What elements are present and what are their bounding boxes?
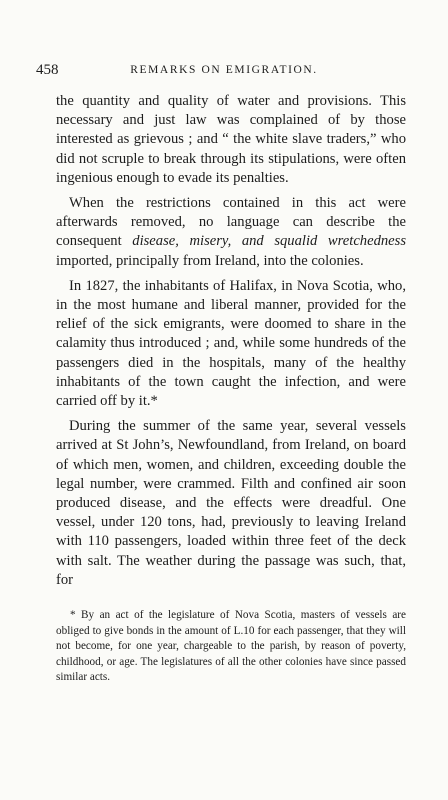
page-number: 458 [36,62,59,78]
body-text [56,92,406,596]
footnote [56,608,406,686]
paragraph-text: When the restrictions contained in this act were afterwards removed, no language can describe the consequent [56,195,406,250]
paragraph [56,194,406,271]
paragraph: the quantity and quality of water and provisions. This necessary and just law was complained of by those interested as grievous ; and “ the white slave traders,” who did not scruple to break through its stipulations, were often ingenious enough to evade its penalties. [56,93,406,186]
paragraph: During the summer of the same year, several vessels arrived at St John’s, Newfoundland, from Ireland, on board of which men, women, and children, exceeding double the legal number, were crammed. Filth and confined air soon produced disease, and the effects were dreadful. One vessel, under 120 tons, had, previously to leaving Ireland with 110 passengers, loaded within three feet of the deck with salt. The weather during the passage was such, that, for [56,418,406,588]
footnote-text: * By an act of the legislature of Nova Scotia, masters of vessels are obliged to give bonds in the amount of L.10 for each passenger, that they will not become, for one year, chargeable to the parish, by reason of poverty, childhood, or age. The legislatures of all the other colonies have since passed similar acts. [56,609,406,684]
running-head: REMARKS ON EMIGRATION. [130,64,318,76]
page-header [36,62,412,80]
paragraph-text: imported, principally from Ireland, into the colonies. [56,252,364,269]
emphasis-text: disease, misery, and squalid wretchedness [132,233,406,250]
paragraph: In 1827, the inhabitants of Halifax, in Nova Scotia, who, in the most humane and liberal manner, provided for the relief of the sick emigrants, were doomed to share in the calamity thus introduced ; and, while some hundreds of the passengers died in the hospitals, many of the healthy inhabitants of the town caught the infection, and were carried off by it.* [56,277,406,410]
